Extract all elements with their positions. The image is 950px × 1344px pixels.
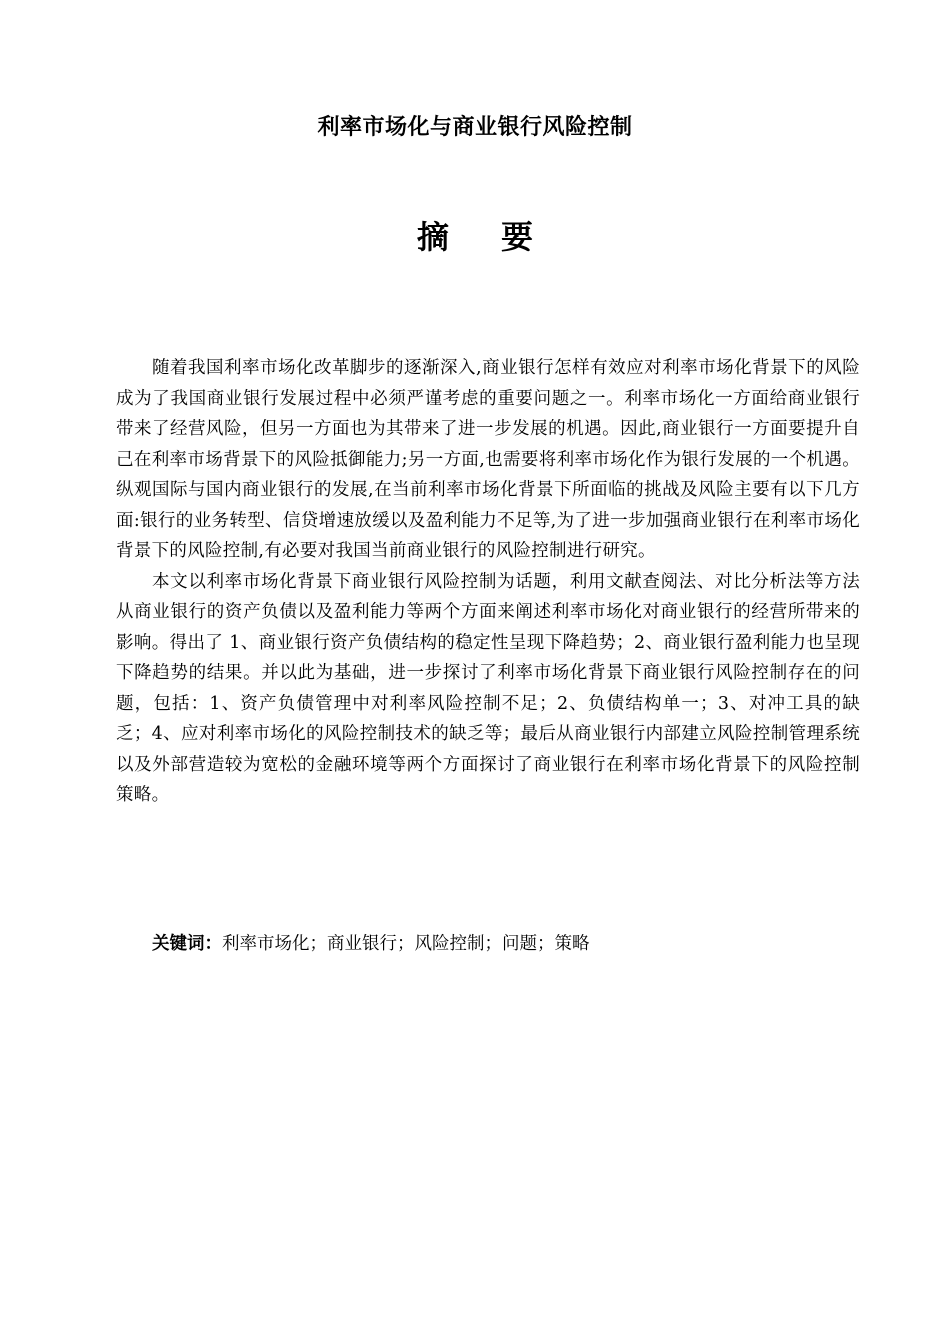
keywords-line — [152, 930, 852, 958]
abstract-heading-char-1: 摘 — [416, 218, 449, 256]
abstract-heading-char-2: 要 — [501, 218, 534, 256]
abstract-paragraph-1: 随着我国利率市场化改革脚步的逐渐深入,商业银行怎样有效应对利率市场化背景下的风险成为了我国商业银行发展过程中必须严谨考虑的重要问题之一。利率市场化一方面给商业银行带来了经营风险，但另一方面也为其带来了进一步发展的机遇。因此,商业银行一方面要提升自己在利率市场背景下的风险抵御能力;另一方面,也需要将利率市场化作为银行发展的一个机遇。纵观国际与国内商业银行的发展,在当前利率市场化背景下所面临的挑战及风险主要有以下几方面:银行的业务转型、信贷增速放缓以及盈利能力不足等,为了进一步加强商业银行在利率市场化背景下的风险控制,有必要对我国当前商业银行的风险控制进行研究。 — [116, 358, 860, 561]
document-title: 利率市场化与商业银行风险控制 — [317, 115, 633, 140]
abstract-paragraph-2: 本文以利率市场化背景下商业银行风险控制为话题，利用文献查阅法、对比分析法等方法从商业银行的资产负债以及盈利能力等两个方面来阐述利率市场化对商业银行的经营所带来的影响。得出了 1、商业银行资产负债结构的稳定性呈现下降趋势；2、商业银行盈利能力也呈现下降趋势的结果。并以此为基础，进一步探讨了利率市场化背景下商业银行风险控制存在的问题，包括：1、资产负债管理中对利率风险控制不足；2、负债结构单一；3、对冲工具的缺乏；4、应对利率市场化的风险控制技术的缺乏等；最后从商业银行内部建立风险控制管理系统以及外部营造较为宽松的金融环境等两个方面探讨了商业银行在利率市场化背景下的风险控制策略。 — [116, 571, 860, 805]
abstract-heading — [0, 215, 950, 259]
keywords-label: 关键词： — [152, 934, 222, 954]
abstract-body — [116, 353, 860, 811]
keywords-value: 利率市场化；商业银行；风险控制；问题；策略 — [222, 934, 590, 954]
